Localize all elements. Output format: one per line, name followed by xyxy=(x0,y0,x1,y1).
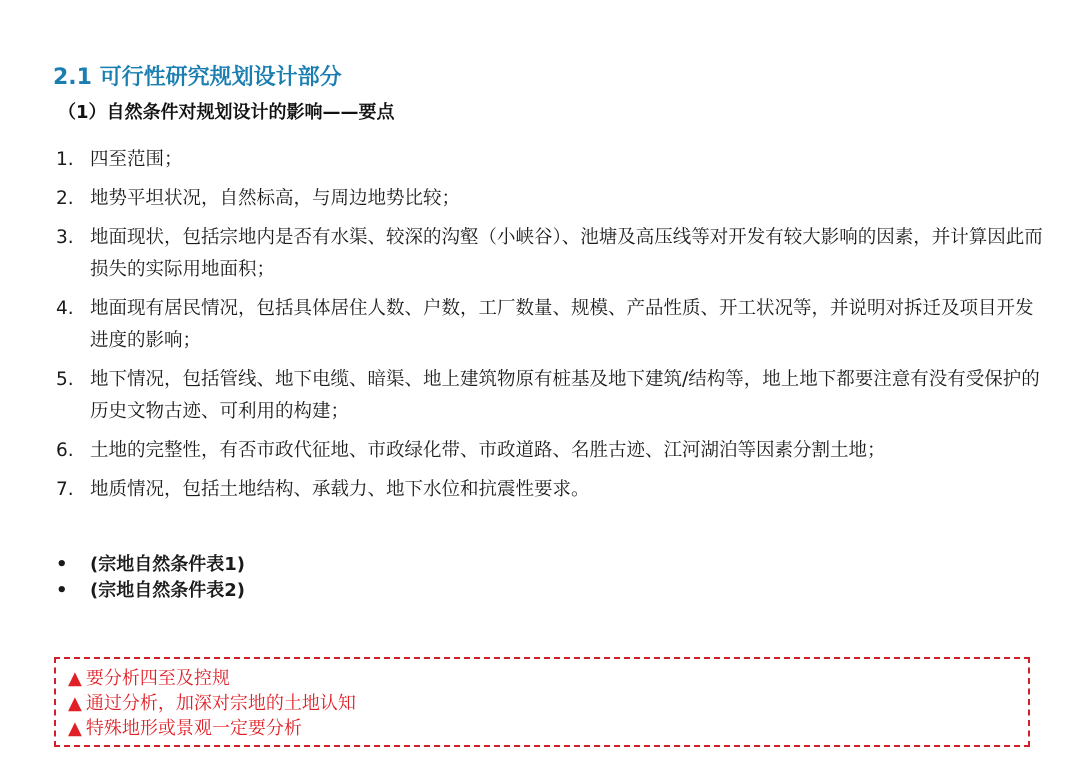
item-number: 6. xyxy=(56,440,74,461)
bullet-text: (宗地自然条件表2) xyxy=(90,580,245,601)
item-text: 四至范围； xyxy=(90,149,183,170)
list-item xyxy=(56,183,1046,215)
note-text: 通过分析，加深对宗地的土地认知 xyxy=(85,693,356,714)
note-item xyxy=(68,666,1016,691)
section-title: 2.1 可行性研究规划设计部分 xyxy=(53,65,342,90)
list-item xyxy=(56,364,1046,428)
list-item xyxy=(56,435,1046,467)
notes-box xyxy=(54,657,1030,747)
list-item xyxy=(56,293,1046,357)
list-item xyxy=(56,144,1046,176)
item-number: 4. xyxy=(56,298,74,319)
item-number: 2. xyxy=(56,188,74,209)
item-text: 地面现有居民情况，包括具体居住人数、户数，工厂数量、规模、产品性质、开工状况等，并说明对拆迁及项目开发进度的影响； xyxy=(90,298,1034,351)
item-text: 地势平坦状况，自然标高，与周边地势比较； xyxy=(90,188,461,209)
triangle-icon: ▲ xyxy=(68,718,82,739)
note-text: 特殊地形或景观一定要分析 xyxy=(85,718,302,739)
bullet-item xyxy=(56,578,245,604)
bullet-icon: • xyxy=(56,554,68,575)
bullet-item xyxy=(56,552,245,578)
section-subtitle: （1）自然条件对规划设计的影响——要点 xyxy=(58,102,395,123)
item-number: 1. xyxy=(56,149,74,170)
item-number: 5. xyxy=(56,369,74,390)
note-text: 要分析四至及控规 xyxy=(85,668,230,689)
triangle-icon: ▲ xyxy=(68,693,82,714)
item-number: 7. xyxy=(56,479,74,500)
bullet-text: (宗地自然条件表1) xyxy=(90,554,245,575)
table-references xyxy=(56,552,245,604)
item-number: 3. xyxy=(56,227,74,248)
list-item xyxy=(56,474,1046,506)
note-item xyxy=(68,716,1016,741)
item-text: 土地的完整性，有否市政代征地、市政绿化带、市政道路、名胜古迹、江河湖泊等因素分割土地； xyxy=(90,440,886,461)
item-text: 地面现状，包括宗地内是否有水渠、较深的沟壑（小峡谷）、池塘及高压线等对开发有较大影响的因素，并计算因此而损失的实际用地面积； xyxy=(90,227,1043,280)
item-text: 地质情况，包括土地结构、承载力、地下水位和抗震性要求。 xyxy=(90,479,590,500)
list-item xyxy=(56,222,1046,286)
note-item xyxy=(68,691,1016,716)
bullet-icon: • xyxy=(56,580,68,601)
triangle-icon: ▲ xyxy=(68,668,82,689)
item-text: 地下情况，包括管线、地下电缆、暗渠、地上建筑物原有桩基及地下建筑/结构等，地上地下都要注意有没有受保护的历史文物古迹、可利用的构建； xyxy=(90,369,1040,422)
key-points-list xyxy=(56,144,1046,513)
